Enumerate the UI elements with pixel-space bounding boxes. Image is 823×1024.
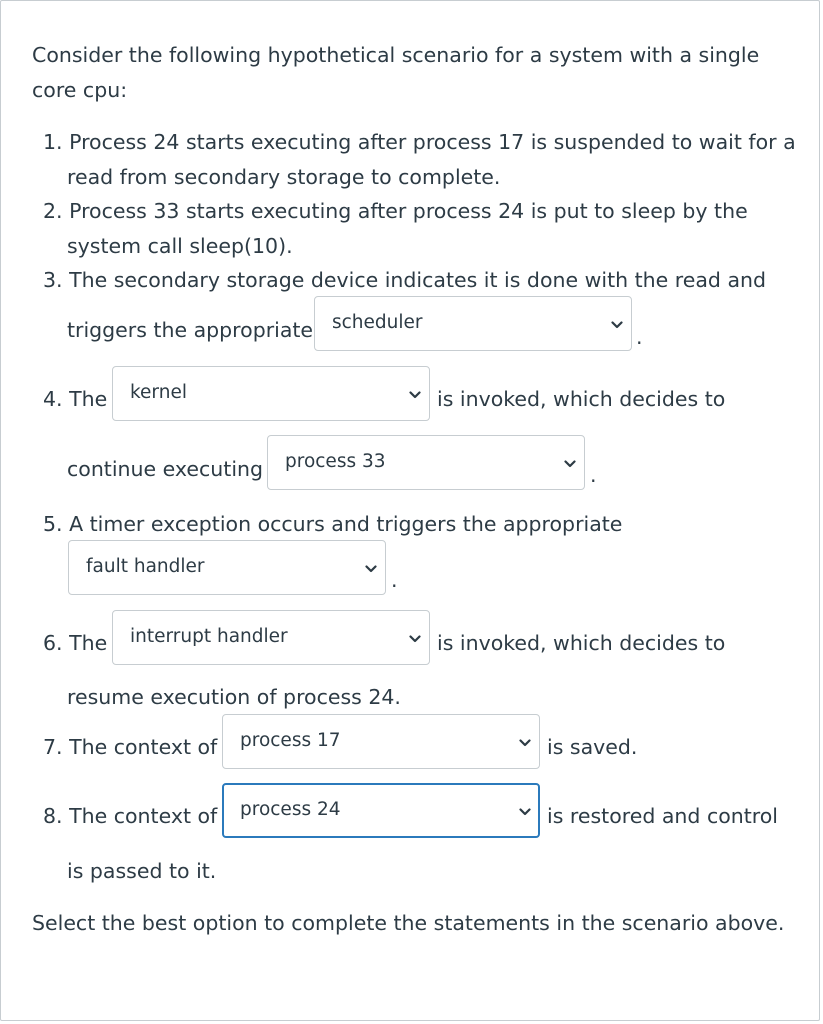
dropdown-step-6[interactable] — [112, 610, 430, 665]
dropdown-step-4-continue-value: process 33 — [285, 451, 386, 472]
step-5-line-1: 5. A timer exception occurs and triggers the appropriate — [43, 512, 623, 536]
chevron-down-icon — [409, 635, 421, 643]
dropdown-step-3[interactable] — [314, 296, 632, 351]
step-7-prefix: 7. The context of — [43, 735, 218, 759]
step-8-prefix: 8. The context of — [43, 804, 218, 828]
chevron-down-icon — [519, 808, 531, 816]
chevron-down-icon — [519, 739, 531, 747]
instruction-text: Select the best option to complete the statements in the scenario above. — [32, 911, 785, 935]
dropdown-step-5[interactable] — [68, 540, 386, 595]
step-2-line-2: system call sleep(10). — [67, 234, 293, 258]
step-2-line-1: 2. Process 33 starts executing after process 24 is put to sleep by the — [43, 199, 748, 223]
dropdown-step-7-value: process 17 — [240, 730, 341, 751]
dropdown-step-3-value: scheduler — [332, 312, 423, 333]
dropdown-step-7[interactable] — [222, 714, 540, 769]
chevron-down-icon — [365, 565, 377, 573]
chevron-down-icon — [409, 391, 421, 399]
chevron-down-icon — [564, 460, 576, 468]
step-6-line-2: resume execution of process 24. — [67, 685, 401, 709]
step-3-line-2: triggers the appropriate — [67, 318, 314, 342]
step-4-period: . — [590, 463, 597, 487]
step-4-suffix: is invoked, which decides to — [437, 387, 726, 411]
step-7-suffix: is saved. — [547, 735, 638, 759]
step-4-prefix: 4. The — [43, 387, 108, 411]
step-4-line-2: continue executing — [67, 457, 264, 481]
step-3-line-1: 3. The secondary storage device indicates it is done with the read and — [43, 268, 767, 292]
dropdown-step-4-continue[interactable] — [267, 435, 585, 490]
step-1-line-2: read from secondary storage to complete. — [67, 165, 501, 189]
chevron-down-icon — [611, 321, 623, 329]
step-8-suffix: is restored and control — [547, 804, 779, 828]
step-6-prefix: 6. The — [43, 631, 108, 655]
dropdown-step-8-value: process 24 — [240, 799, 341, 820]
step-3-period: . — [636, 325, 643, 349]
step-5-period: . — [391, 568, 398, 592]
dropdown-step-6-value: interrupt handler — [130, 626, 288, 647]
dropdown-step-4-value: kernel — [130, 382, 187, 403]
intro-line-1: Consider the following hypothetical scenario for a system with a single — [32, 43, 760, 67]
step-1-line-1: 1. Process 24 starts executing after process 17 is suspended to wait for a — [43, 130, 796, 154]
dropdown-step-5-value: fault handler — [86, 556, 205, 577]
intro-line-2: core cpu: — [32, 78, 128, 102]
step-8-line-2: is passed to it. — [67, 859, 217, 883]
step-6-suffix: is invoked, which decides to — [437, 631, 726, 655]
dropdown-step-4[interactable] — [112, 366, 430, 421]
dropdown-step-8[interactable] — [222, 783, 540, 838]
